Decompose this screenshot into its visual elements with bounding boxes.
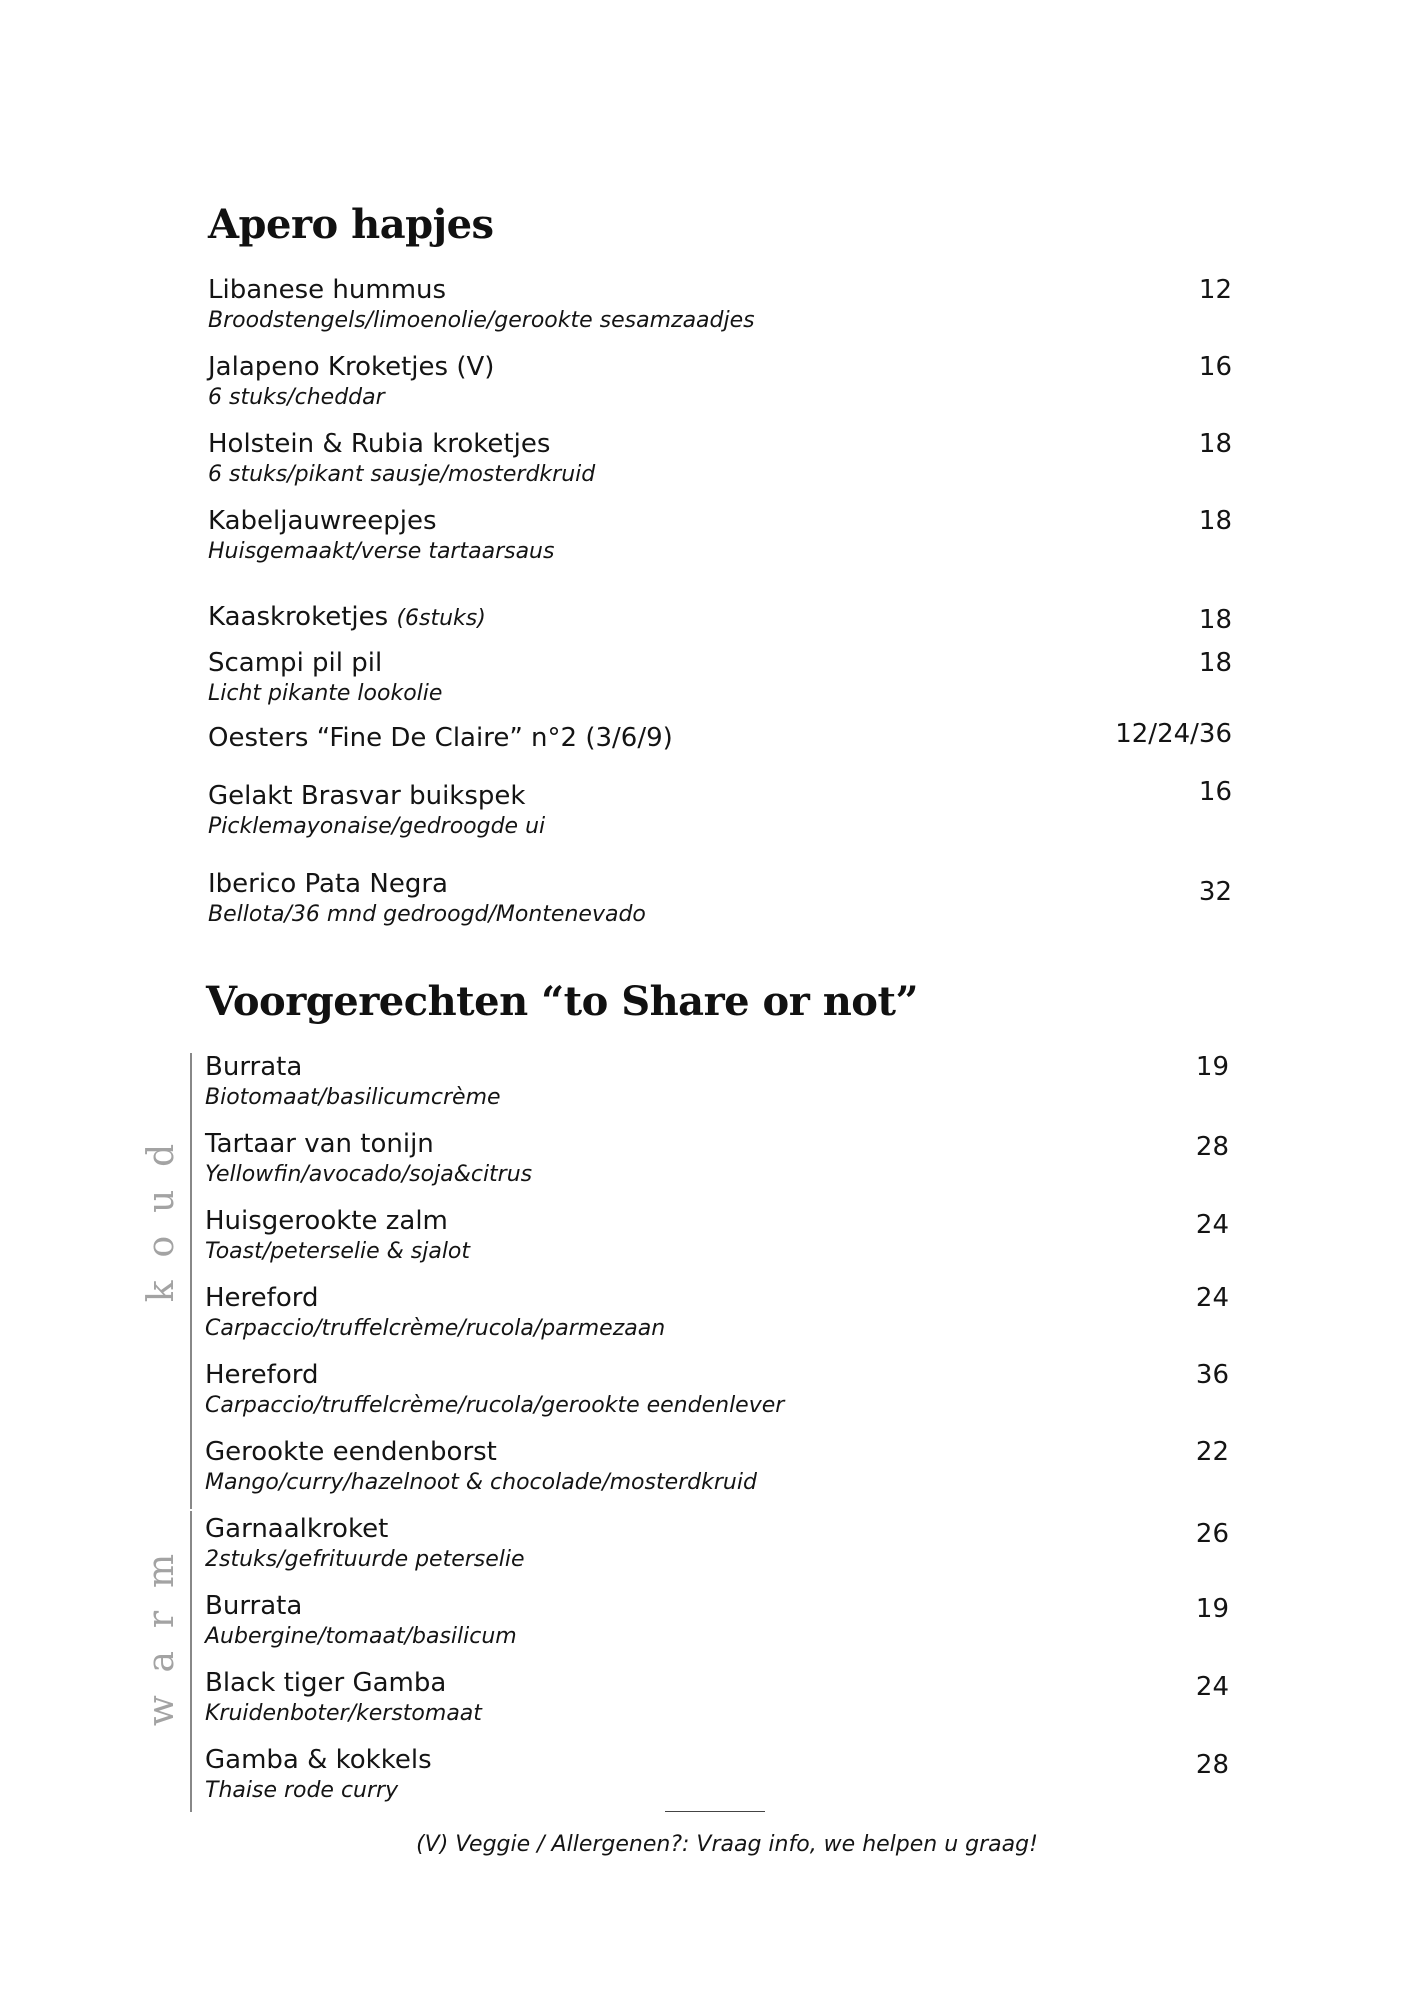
menu-item xyxy=(205,1282,1229,1344)
item-description: 6 stuks/pikant sausje/mosterdkruid xyxy=(208,462,596,487)
item-name-text: Kaaskroketjes xyxy=(208,602,389,632)
item-price: 32 xyxy=(1198,877,1232,907)
item-description: Thaise rode curry xyxy=(205,1778,399,1803)
item-name: Jalapeno Kroketjes (V) xyxy=(208,352,495,382)
item-name: Gamba & kokkels xyxy=(205,1745,432,1775)
item-description: Picklemayonaise/gedroogde ui xyxy=(208,814,546,839)
menu-item xyxy=(208,647,1232,709)
item-price: 12 xyxy=(1198,275,1232,305)
menu-item xyxy=(208,274,1232,336)
item-price: 19 xyxy=(1195,1052,1229,1082)
item-price: 24 xyxy=(1195,1210,1229,1240)
item-price: 16 xyxy=(1198,777,1232,807)
item-description: Huisgemaakt/verse tartaarsaus xyxy=(208,539,555,564)
menu-item xyxy=(205,1359,1229,1421)
item-description: Mango/curry/hazelnoot & chocolade/mosterdkruid xyxy=(205,1470,757,1495)
menu-item xyxy=(208,601,1232,635)
item-price: 26 xyxy=(1195,1519,1229,1549)
menu-item xyxy=(205,1051,1229,1113)
warm-bracket xyxy=(190,1511,192,1812)
item-name: Kabeljauwreepjes xyxy=(208,506,437,536)
item-description: 6 stuks/cheddar xyxy=(208,385,385,410)
item-name xyxy=(208,601,1232,635)
menu-item xyxy=(205,1513,1229,1575)
item-price: 24 xyxy=(1195,1672,1229,1702)
menu-item xyxy=(208,505,1232,567)
section-title-apero: Apero hapjes xyxy=(208,201,494,248)
footer-note: (V) Veggie / Allergenen?: Vraag info, we helpen u graag! xyxy=(416,1832,1038,1857)
menu-item xyxy=(205,1436,1229,1498)
item-name: Hereford xyxy=(205,1283,319,1313)
item-description: Licht pikante lookolie xyxy=(208,681,443,706)
menu-item xyxy=(205,1590,1229,1652)
item-price: 22 xyxy=(1195,1437,1229,1467)
item-name: Huisgerookte zalm xyxy=(205,1206,448,1236)
item-description: Kruidenboter/kerstomaat xyxy=(205,1701,482,1726)
koud-bracket xyxy=(190,1053,192,1509)
item-price: 18 xyxy=(1198,648,1232,678)
item-name: Black tiger Gamba xyxy=(205,1668,447,1698)
item-price: 24 xyxy=(1195,1283,1229,1313)
item-name: Tartaar van tonijn xyxy=(205,1129,434,1159)
menu-item xyxy=(205,1128,1229,1190)
section-title-voorgerechten: Voorgerechten “to Share or not” xyxy=(206,978,918,1025)
item-note: (6stuks) xyxy=(396,606,486,631)
item-name: Oesters “Fine De Claire” n°2 (3/6/9) xyxy=(208,723,673,753)
item-price: 18 xyxy=(1198,506,1232,536)
item-price: 19 xyxy=(1195,1594,1229,1624)
item-description: Biotomaat/basilicumcrème xyxy=(205,1085,501,1110)
item-name: Gelakt Brasvar buikspek xyxy=(208,781,526,811)
menu-item xyxy=(205,1744,1229,1806)
item-name: Hereford xyxy=(205,1360,319,1390)
item-price: 16 xyxy=(1198,352,1232,382)
item-price: 28 xyxy=(1195,1750,1229,1780)
menu-item xyxy=(205,1205,1229,1267)
item-description: Carpaccio/truffelcrème/rucola/parmezaan xyxy=(205,1316,666,1341)
item-description: Yellowfin/avocado/soja&citrus xyxy=(205,1162,533,1187)
menu-item xyxy=(208,868,1232,930)
item-price: 18 xyxy=(1198,429,1232,459)
menu-item xyxy=(208,719,1232,754)
item-name: Burrata xyxy=(205,1052,303,1082)
menu-item xyxy=(208,351,1232,413)
item-name: Gerookte eendenborst xyxy=(205,1437,497,1467)
item-description: Toast/peterselie & sjalot xyxy=(205,1239,471,1264)
item-name: Scampi pil pil xyxy=(208,648,383,678)
item-description: 2stuks/gefrituurde peterselie xyxy=(205,1547,525,1572)
warm-label-text: w a r m xyxy=(141,1553,182,1727)
footer-divider xyxy=(665,1811,765,1812)
item-description: Bellota/36 mnd gedroogd/Montenevado xyxy=(208,902,646,927)
item-description: Broodstengels/limoenolie/gerookte sesamzaadjes xyxy=(208,308,755,333)
item-name: Libanese hummus xyxy=(208,275,447,305)
menu-item xyxy=(208,777,1232,842)
item-name: Iberico Pata Negra xyxy=(208,869,448,899)
item-description: Aubergine/tomaat/basilicum xyxy=(205,1624,517,1649)
koud-label-text: k o u d xyxy=(141,1143,182,1303)
item-price: 18 xyxy=(1198,605,1232,635)
menu-item xyxy=(208,428,1232,490)
menu-item xyxy=(205,1667,1229,1729)
item-price: 12/24/36 xyxy=(1115,719,1232,749)
item-description: Carpaccio/truffelcrème/rucola/gerookte eendenlever xyxy=(205,1393,785,1418)
item-price: 36 xyxy=(1195,1360,1229,1390)
item-price: 28 xyxy=(1195,1132,1229,1162)
item-name: Burrata xyxy=(205,1591,303,1621)
item-name: Garnaalkroket xyxy=(205,1514,389,1544)
item-name: Holstein & Rubia kroketjes xyxy=(208,429,551,459)
